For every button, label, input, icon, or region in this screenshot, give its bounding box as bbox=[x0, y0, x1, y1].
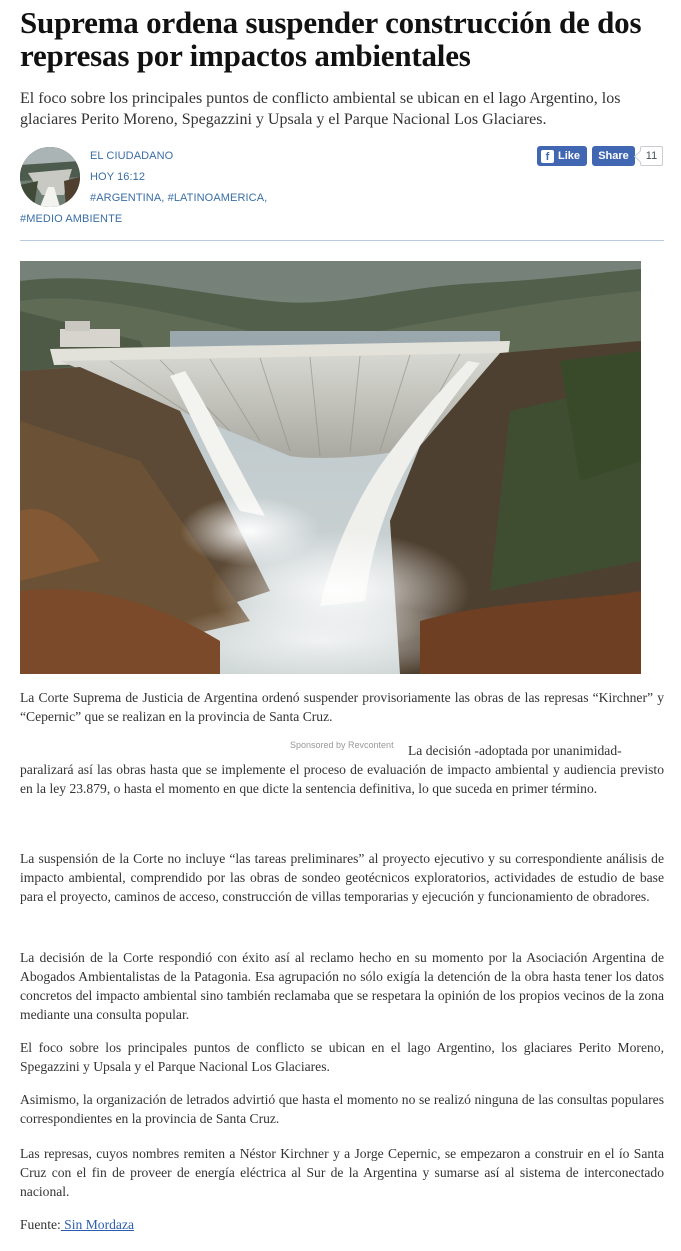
tag-list bbox=[90, 192, 267, 204]
tag-latinoamerica[interactable]: #LATINOAMERICA bbox=[167, 192, 265, 204]
body-paragraph-3: La suspensión de la Corte no incluye “las tareas preliminares” al proyecto ejecutivo y su correspondiente análisis de impacto ambiental, comprendido por las obras de sondeo geotécnicos exploratorios, actividades de estudio de base para el proyecto, caminos de acceso, construcción de villas temporarias y ejecución y funcionamiento de obradores. bbox=[20, 851, 664, 904]
body-paragraph-4: La decisión de la Corte respondió con éxito así al reclamo hecho en su momento por la Asociación Argentina de Abogados Ambientalistas de la Patagonia. Esa agrupación no sólo exigía la detención de la obra hasta tener los datos concretos del impacto ambiental sino también reclamaba que se respetara la opinión de los propios vecinos de la zona mediante una consulta popular. bbox=[20, 950, 664, 1022]
source-link[interactable]: Sin Mordaza bbox=[60, 1217, 135, 1232]
tag-list-row-2 bbox=[20, 213, 122, 225]
author-link[interactable]: EL CIUDADANO bbox=[90, 150, 174, 162]
body-paragraph-2: paralizará así las obras hasta que se implemente el proceso de evaluación de impacto ambiental y audiencia previsto en la ley 23.879, o hasta el momento en que dicte la sentencia definitiva, lo que suceda en primer término. bbox=[20, 762, 664, 796]
tag-separator: , bbox=[264, 192, 268, 204]
facebook-f-icon: f bbox=[541, 150, 554, 163]
article-subtitle: El foco sobre los principales puntos de conflicto ambiental se ubican en el lago Argentino, los glaciares Perito Moreno, Spegazzini y Upsala y el Parque Nacional Los Glaciares. bbox=[20, 90, 621, 128]
article-main-image bbox=[20, 261, 641, 674]
publish-date: HOY 16:12 bbox=[90, 171, 146, 183]
body-paragraph-5: El foco sobre los principales puntos de conflicto se ubican en el lago Argentino, los glaciares Perito Moreno, Spegazzini y Upsala y el Parque Nacional Los Glaciares. bbox=[20, 1040, 664, 1074]
body-paragraph-7: Las represas, cuyos nombres remiten a Néstor Kirchner y a Jorge Cepernic, se empezaron a construir en el ío Santa Cruz con el fin de proveer de energía eléctrica al Sur de la Argentina y sumarse así al sistema de interconectado nacional. bbox=[20, 1146, 664, 1199]
header-divider bbox=[20, 240, 664, 241]
facebook-share-button[interactable] bbox=[592, 146, 635, 166]
dam-thumbnail-image bbox=[20, 147, 80, 207]
share-label: Share bbox=[598, 150, 629, 162]
share-count-badge: 11 bbox=[640, 146, 663, 166]
author-avatar[interactable] bbox=[20, 147, 80, 207]
author-name[interactable] bbox=[90, 150, 173, 162]
tag-separator: , bbox=[161, 192, 165, 204]
tag-medio-ambiente[interactable]: #MEDIO AMBIENTE bbox=[20, 213, 123, 225]
body-paragraph-6: Asimismo, la organización de letrados advirtió que hasta el momento no se realizó ninguna de las consultas populares correspondientes en la provincia de Santa Cruz. bbox=[20, 1092, 664, 1126]
body-paragraph-1: La Corte Suprema de Justicia de Argentina ordenó suspender provisoriamente las obras de las represas “Kirchner” y “Cepernic” que se realizan en la provincia de Santa Cruz. bbox=[20, 690, 664, 724]
tag-argentina[interactable]: #ARGENTINA bbox=[90, 192, 162, 204]
source-label: Fuente: bbox=[20, 1217, 61, 1232]
source-line bbox=[20, 1217, 134, 1233]
sponsored-label[interactable]: Sponsored by Revcontent bbox=[290, 740, 394, 750]
article-headline: Suprema ordena suspender construcción de dos represas por impactos ambientales bbox=[20, 5, 642, 73]
dam-spillway-image bbox=[20, 261, 641, 674]
facebook-like-button[interactable] bbox=[537, 146, 587, 166]
body-paragraph-2-lead: La decisión -adoptada por unanimidad- bbox=[408, 743, 622, 758]
like-label: Like bbox=[558, 150, 581, 162]
